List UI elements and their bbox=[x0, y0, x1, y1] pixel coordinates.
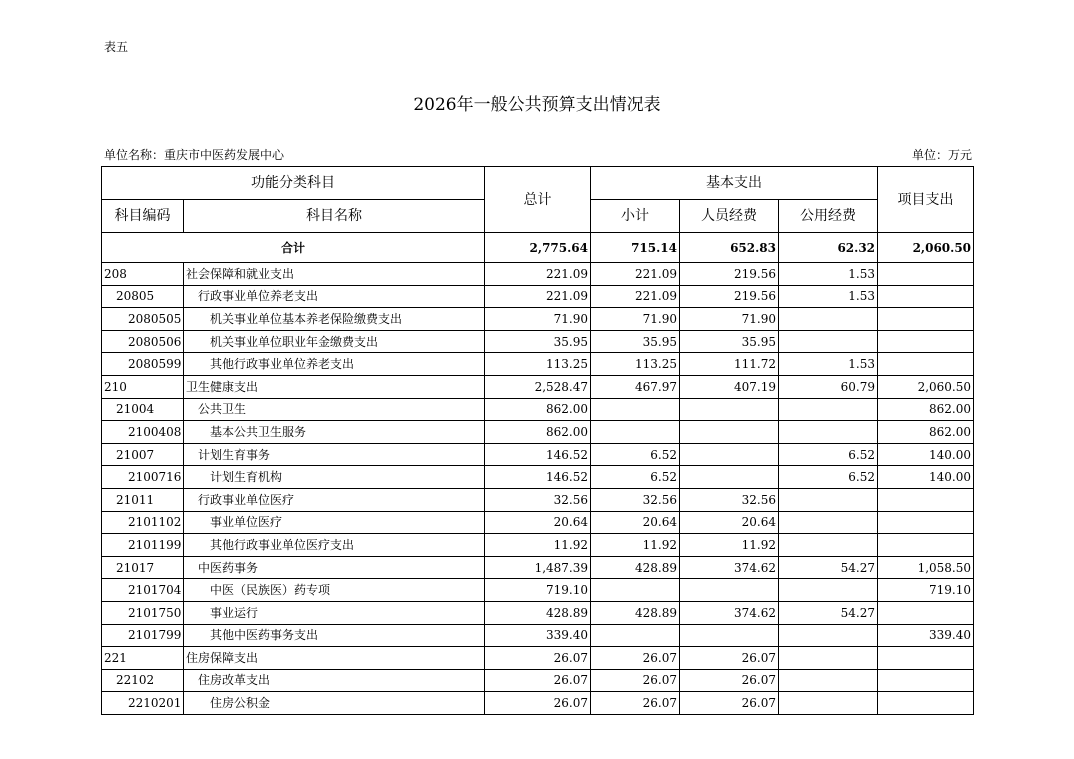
total-label: 合计 bbox=[102, 233, 485, 263]
cell-personnel: 219.56 bbox=[680, 263, 779, 286]
cell-total: 1,487.39 bbox=[485, 556, 591, 579]
header-func-class: 功能分类科目 bbox=[102, 167, 485, 200]
cell-name: 基本公共卫生服务 bbox=[184, 421, 485, 444]
cell-public bbox=[779, 534, 878, 557]
table-row bbox=[102, 534, 974, 557]
header-subtotal: 小计 bbox=[591, 200, 680, 233]
cell-total: 221.09 bbox=[485, 285, 591, 308]
cell-name: 计划生育机构 bbox=[184, 466, 485, 489]
cell-code: 2101199 bbox=[102, 534, 184, 557]
cell-project: 1,058.50 bbox=[878, 556, 974, 579]
cell-code: 2100716 bbox=[102, 466, 184, 489]
cell-personnel: 26.07 bbox=[680, 692, 779, 715]
cell-public bbox=[779, 398, 878, 421]
table-row bbox=[102, 647, 974, 670]
cell-code: 21011 bbox=[102, 488, 184, 511]
cell-subtotal: 20.64 bbox=[591, 511, 680, 534]
cell-subtotal bbox=[591, 624, 680, 647]
table-row bbox=[102, 579, 974, 602]
total-personnel: 652.83 bbox=[680, 233, 779, 263]
table-row bbox=[102, 669, 974, 692]
cell-code: 2101750 bbox=[102, 601, 184, 624]
cell-project bbox=[878, 308, 974, 331]
cell-name: 住房保障支出 bbox=[184, 647, 485, 670]
cell-name: 其他行政事业单位养老支出 bbox=[184, 353, 485, 376]
header-project: 项目支出 bbox=[878, 167, 974, 233]
cell-subtotal bbox=[591, 579, 680, 602]
cell-project: 2,060.50 bbox=[878, 375, 974, 398]
cell-personnel bbox=[680, 398, 779, 421]
cell-total: 2,528.47 bbox=[485, 375, 591, 398]
cell-total: 862.00 bbox=[485, 421, 591, 444]
cell-total: 32.56 bbox=[485, 488, 591, 511]
cell-personnel: 219.56 bbox=[680, 285, 779, 308]
cell-project: 339.40 bbox=[878, 624, 974, 647]
cell-total: 146.52 bbox=[485, 466, 591, 489]
cell-project bbox=[878, 669, 974, 692]
table-row bbox=[102, 466, 974, 489]
table-row bbox=[102, 443, 974, 466]
table-row bbox=[102, 263, 974, 286]
cell-public bbox=[779, 511, 878, 534]
cell-total: 221.09 bbox=[485, 263, 591, 286]
cell-name: 其他中医药事务支出 bbox=[184, 624, 485, 647]
cell-code: 2101704 bbox=[102, 579, 184, 602]
cell-project bbox=[878, 353, 974, 376]
cell-total: 339.40 bbox=[485, 624, 591, 647]
cell-public bbox=[779, 624, 878, 647]
cell-subtotal bbox=[591, 398, 680, 421]
cell-personnel: 407.19 bbox=[680, 375, 779, 398]
cell-total: 113.25 bbox=[485, 353, 591, 376]
table-row bbox=[102, 511, 974, 534]
total-project: 2,060.50 bbox=[878, 233, 974, 263]
cell-personnel: 26.07 bbox=[680, 647, 779, 670]
table-row bbox=[102, 308, 974, 331]
cell-public bbox=[779, 421, 878, 444]
header-personnel: 人员经费 bbox=[680, 200, 779, 233]
cell-personnel bbox=[680, 466, 779, 489]
budget-expenditure-table bbox=[101, 166, 974, 715]
cell-public: 1.53 bbox=[779, 263, 878, 286]
cell-name: 其他行政事业单位医疗支出 bbox=[184, 534, 485, 557]
cell-code: 2100408 bbox=[102, 421, 184, 444]
currency-unit-label: 单位：万元 bbox=[911, 148, 972, 162]
cell-name: 中医药事务 bbox=[184, 556, 485, 579]
cell-subtotal: 428.89 bbox=[591, 556, 680, 579]
cell-personnel bbox=[680, 421, 779, 444]
cell-code: 21007 bbox=[102, 443, 184, 466]
cell-project bbox=[878, 511, 974, 534]
cell-public: 54.27 bbox=[779, 556, 878, 579]
cell-subtotal: 26.07 bbox=[591, 669, 680, 692]
header-code: 科目编码 bbox=[102, 200, 184, 233]
cell-name: 公共卫生 bbox=[184, 398, 485, 421]
page-title: 2026年一般公共预算支出情况表 bbox=[413, 95, 661, 115]
cell-subtotal: 26.07 bbox=[591, 692, 680, 715]
cell-public bbox=[779, 692, 878, 715]
cell-code: 208 bbox=[102, 263, 184, 286]
cell-public: 1.53 bbox=[779, 353, 878, 376]
cell-code: 2080599 bbox=[102, 353, 184, 376]
cell-subtotal: 221.09 bbox=[591, 263, 680, 286]
cell-project bbox=[878, 534, 974, 557]
cell-project bbox=[878, 285, 974, 308]
cell-public: 1.53 bbox=[779, 285, 878, 308]
cell-project bbox=[878, 647, 974, 670]
total-total: 2,775.64 bbox=[485, 233, 591, 263]
cell-name: 计划生育事务 bbox=[184, 443, 485, 466]
cell-total: 862.00 bbox=[485, 398, 591, 421]
cell-personnel: 71.90 bbox=[680, 308, 779, 331]
table-row bbox=[102, 601, 974, 624]
cell-public bbox=[779, 647, 878, 670]
cell-personnel: 32.56 bbox=[680, 488, 779, 511]
table-row bbox=[102, 375, 974, 398]
cell-personnel: 20.64 bbox=[680, 511, 779, 534]
unit-name-label: 单位名称：重庆市中医药发展中心 bbox=[104, 148, 285, 162]
cell-public: 54.27 bbox=[779, 601, 878, 624]
cell-project bbox=[878, 330, 974, 353]
cell-name: 行政事业单位养老支出 bbox=[184, 285, 485, 308]
cell-project: 140.00 bbox=[878, 443, 974, 466]
cell-project bbox=[878, 488, 974, 511]
header-public: 公用经费 bbox=[779, 200, 878, 233]
cell-name: 卫生健康支出 bbox=[184, 375, 485, 398]
cell-public bbox=[779, 669, 878, 692]
cell-code: 20805 bbox=[102, 285, 184, 308]
table-row bbox=[102, 398, 974, 421]
cell-code: 21004 bbox=[102, 398, 184, 421]
table-row bbox=[102, 692, 974, 715]
cell-total: 428.89 bbox=[485, 601, 591, 624]
cell-total: 26.07 bbox=[485, 647, 591, 670]
cell-public bbox=[779, 488, 878, 511]
cell-public: 6.52 bbox=[779, 466, 878, 489]
cell-subtotal: 71.90 bbox=[591, 308, 680, 331]
cell-personnel: 11.92 bbox=[680, 534, 779, 557]
cell-project: 140.00 bbox=[878, 466, 974, 489]
cell-subtotal bbox=[591, 421, 680, 444]
cell-subtotal: 428.89 bbox=[591, 601, 680, 624]
cell-total: 146.52 bbox=[485, 443, 591, 466]
cell-code: 21017 bbox=[102, 556, 184, 579]
cell-subtotal: 6.52 bbox=[591, 443, 680, 466]
cell-public bbox=[779, 579, 878, 602]
cell-name: 事业运行 bbox=[184, 601, 485, 624]
cell-public: 6.52 bbox=[779, 443, 878, 466]
cell-name: 机关事业单位基本养老保险缴费支出 bbox=[184, 308, 485, 331]
cell-code: 221 bbox=[102, 647, 184, 670]
cell-subtotal: 26.07 bbox=[591, 647, 680, 670]
table-row bbox=[102, 624, 974, 647]
cell-subtotal: 113.25 bbox=[591, 353, 680, 376]
cell-name: 住房改革支出 bbox=[184, 669, 485, 692]
cell-personnel: 374.62 bbox=[680, 601, 779, 624]
cell-name: 社会保障和就业支出 bbox=[184, 263, 485, 286]
total-public: 62.32 bbox=[779, 233, 878, 263]
cell-project bbox=[878, 692, 974, 715]
cell-code: 2080506 bbox=[102, 330, 184, 353]
cell-name: 中医（民族医）药专项 bbox=[184, 579, 485, 602]
cell-total: 20.64 bbox=[485, 511, 591, 534]
cell-code: 22102 bbox=[102, 669, 184, 692]
cell-subtotal: 6.52 bbox=[591, 466, 680, 489]
cell-total: 26.07 bbox=[485, 669, 591, 692]
header-basic: 基本支出 bbox=[591, 167, 878, 200]
cell-public: 60.79 bbox=[779, 375, 878, 398]
cell-code: 210 bbox=[102, 375, 184, 398]
table-row bbox=[102, 556, 974, 579]
total-subtotal: 715.14 bbox=[591, 233, 680, 263]
cell-code: 2101102 bbox=[102, 511, 184, 534]
cell-subtotal: 221.09 bbox=[591, 285, 680, 308]
cell-personnel: 26.07 bbox=[680, 669, 779, 692]
table-row bbox=[102, 330, 974, 353]
table-row bbox=[102, 421, 974, 444]
cell-public bbox=[779, 330, 878, 353]
cell-total: 71.90 bbox=[485, 308, 591, 331]
cell-project: 862.00 bbox=[878, 421, 974, 444]
cell-name: 行政事业单位医疗 bbox=[184, 488, 485, 511]
cell-personnel: 35.95 bbox=[680, 330, 779, 353]
cell-name: 住房公积金 bbox=[184, 692, 485, 715]
cell-subtotal: 32.56 bbox=[591, 488, 680, 511]
table-body bbox=[102, 233, 974, 715]
table-number-label: 表五 bbox=[104, 40, 129, 54]
cell-personnel bbox=[680, 579, 779, 602]
cell-code: 2210201 bbox=[102, 692, 184, 715]
cell-personnel: 374.62 bbox=[680, 556, 779, 579]
cell-project bbox=[878, 263, 974, 286]
cell-project: 719.10 bbox=[878, 579, 974, 602]
table-row bbox=[102, 285, 974, 308]
cell-personnel bbox=[680, 443, 779, 466]
cell-personnel: 111.72 bbox=[680, 353, 779, 376]
cell-total: 26.07 bbox=[485, 692, 591, 715]
cell-subtotal: 35.95 bbox=[591, 330, 680, 353]
header-name: 科目名称 bbox=[184, 200, 485, 233]
cell-project: 862.00 bbox=[878, 398, 974, 421]
table-header bbox=[102, 167, 974, 233]
cell-subtotal: 467.97 bbox=[591, 375, 680, 398]
total-row bbox=[102, 233, 974, 263]
cell-personnel bbox=[680, 624, 779, 647]
table-row bbox=[102, 353, 974, 376]
cell-code: 2080505 bbox=[102, 308, 184, 331]
cell-project bbox=[878, 601, 974, 624]
cell-public bbox=[779, 308, 878, 331]
cell-code: 2101799 bbox=[102, 624, 184, 647]
cell-name: 机关事业单位职业年金缴费支出 bbox=[184, 330, 485, 353]
table-row bbox=[102, 488, 974, 511]
cell-subtotal: 11.92 bbox=[591, 534, 680, 557]
header-total: 总计 bbox=[485, 167, 591, 233]
cell-name: 事业单位医疗 bbox=[184, 511, 485, 534]
cell-total: 11.92 bbox=[485, 534, 591, 557]
cell-total: 719.10 bbox=[485, 579, 591, 602]
cell-total: 35.95 bbox=[485, 330, 591, 353]
